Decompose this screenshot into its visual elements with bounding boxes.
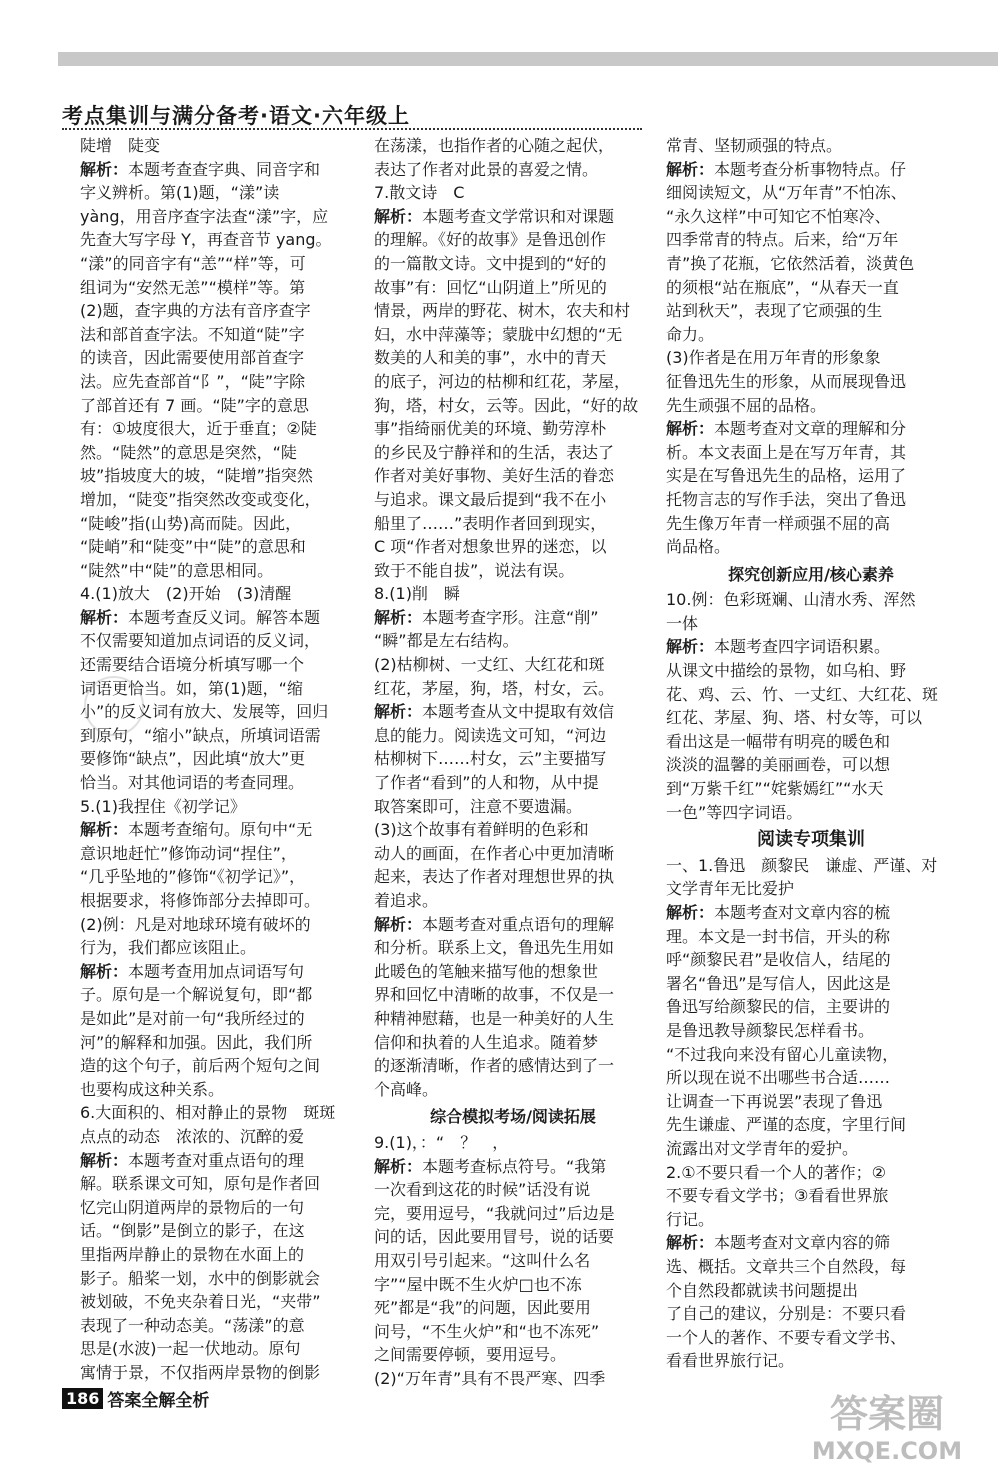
text-line: 里指两岸静止的景物在水面上的 [80, 1244, 305, 1264]
text-line: 托物言志的写作手法，突出了鲁迅 [666, 489, 907, 509]
text-line: (2)“万年青”具有不畏严寒、四季 [374, 1368, 606, 1388]
text-line: 动人的画面，在作者心中更加清晰 [374, 843, 615, 863]
text-line: 解析：本题考查从文中提取有效信 [374, 702, 615, 722]
text-line: 理。本文是一封书信，开头的称 [666, 926, 891, 946]
text-line: 了作者“看到”的人和物，从中提 [374, 773, 599, 793]
text-line: 流露出对文学青年的爱护。 [666, 1138, 859, 1158]
text-line: 问的话，因此要用冒号，说的话要 [374, 1227, 615, 1247]
page-header: 考点集训与满分备考·语文·六年级上 [62, 104, 410, 128]
text-line: 解析：本题考查查字典、同音字和 [80, 159, 321, 179]
analysis-label: 解析： [80, 820, 129, 840]
text-line: 的底子，河边的枯柳和红花，茅屋， [374, 371, 631, 391]
text-line: 解。联系课文可知，原句是作者回 [80, 1174, 321, 1194]
analysis-label: 解析： [374, 914, 423, 934]
text-line: 解析：本题考查对文章内容的筛 [666, 1233, 891, 1253]
text-line: 表现了一种动态美。“荡漾”的意 [80, 1315, 305, 1335]
text-line: 解析：本题考查分析事物特点。仔 [666, 159, 907, 179]
text-line: 取答案即可，注意不要遗漏。 [374, 796, 583, 816]
text-line: 船里了……”表明作者回到现实， [374, 513, 607, 533]
text-line: 10.例：色彩斑斓、山清水秀、浑然 [666, 590, 916, 610]
text-line: “永久这样”中可知它不怕寒冷、 [666, 206, 891, 226]
analysis-label: 解析： [666, 903, 715, 922]
header-rule [62, 128, 642, 130]
text-line: 小”的反义词有放大、发展等，回归 [80, 702, 329, 722]
text-line: “陡峭”和“陡变”中“陡”的意思和 [80, 537, 306, 557]
watermark-text-2: MXQE.COM [811, 1437, 963, 1465]
text-line: (3)作者是在用万年青的形象象 [666, 348, 881, 368]
text-line: 被划破，不免夹杂着日光，“夹带” [80, 1292, 321, 1312]
text-line: 子。原句是一个解说复句，即“都 [80, 985, 313, 1005]
text-line: 致于不能自拔”，说法有误。 [374, 560, 575, 580]
text-line: 此暖色的笔触来描写他的想象世 [374, 961, 599, 981]
text-line: 解析：本题考查文学常识和对课题 [374, 206, 615, 226]
text-line: (2)例：凡是对地球环境有破坏的 [80, 914, 311, 934]
text-line: 坡”指坡度大的坡，“陡增”指突然 [80, 466, 313, 486]
text-line: 作者对美好事物、美好生活的眷恋 [374, 466, 615, 486]
text-line: 组词为“安然无恙”“模样”等。第 [80, 277, 306, 297]
text-line: 解析：本题考查对重点语句的理解 [374, 914, 615, 934]
watermark-text-1: 答案圈 [829, 1392, 945, 1436]
analysis-label: 解析： [666, 159, 715, 179]
text-line: 造的这个句子，前后两个短句之间 [80, 1056, 321, 1076]
text-line: 看出这是一幅带有明亮的暖色和 [666, 731, 891, 751]
text-line: 然。“陡然”的意思是突然，“陡 [80, 442, 297, 462]
text-line: 完，要用逗号，“我就问过”后边是 [374, 1203, 615, 1223]
text-line: 的逐渐清晰，作者的感情达到了一 [374, 1056, 615, 1076]
text-line: 2.①不要只看一个人的著作；② [666, 1162, 886, 1182]
text-line: 信仰和执着的人生追求。随着梦 [374, 1032, 599, 1052]
text-line: 5.(1)我捏住《初学记》 [80, 796, 246, 816]
text-line: 所以现在说不出哪些书合适…… [666, 1068, 891, 1088]
text-line: 先生顽强不屈的品格。 [666, 395, 827, 415]
text-line: 的须根“站在瓶底”，“从春天一直 [666, 277, 899, 297]
text-line: 数美的人和美的事”，水中的青天 [374, 348, 607, 368]
text-line: 尚品格。 [666, 537, 731, 557]
section-title-comprehensive: 综合模拟考场/阅读拓展 [430, 1107, 596, 1127]
text-line: 妇，水中萍藻等；蒙胧中幻想的“无 [374, 324, 623, 344]
text-line: 青”换了花瓶，它依然活着，淡黄色 [666, 253, 915, 273]
analysis-label: 解析： [80, 1150, 129, 1170]
text-line: 让调查一下再说罢”表现了鲁迅 [666, 1091, 883, 1111]
text-line: 用双引号引起来。“这叫什么名 [374, 1250, 591, 1270]
page-footer [62, 1386, 209, 1410]
text-line: 忆完山阴道两岸的景物后的一句 [80, 1197, 305, 1217]
faint-stamp [84, 676, 144, 736]
text-line: 息的能力。阅读选文可知，“河边 [374, 725, 607, 745]
text-line: 事”指绮丽优美的环境、勤劳淳朴 [374, 419, 607, 439]
text-line: 情景，两岸的野花、树木，农夫和村 [374, 301, 631, 321]
text-line: 4.(1)放大 (2)开始 (3)清醒 [80, 584, 292, 604]
analysis-label: 解析： [374, 206, 423, 226]
analysis-label: 解析： [666, 419, 715, 439]
text-line: (2)题，查字典的方法有音序查字 [80, 301, 311, 321]
text-line: 先生像万年青一样顽强不屈的高 [666, 513, 891, 533]
text-line: 一色”等四字词语。 [666, 802, 803, 822]
text-line: 不要专看文学书；③看看世界旅 [666, 1186, 889, 1206]
text-line: 陡增 陡变 [80, 136, 161, 155]
text-line: 看看世界旅行记。 [666, 1351, 795, 1371]
text-line: 从课文中描绘的景物，如乌桕、野 [666, 661, 907, 681]
text-line: 影子。船桨一划，水中的倒影就会 [80, 1268, 321, 1288]
text-line: 个高峰。 [374, 1079, 439, 1099]
analysis-label: 解析： [374, 1156, 423, 1176]
text-line: 是如此”是对前一句“我所经过的 [80, 1008, 305, 1028]
text-line: 解析：本题考查反义词。解答本题 [80, 607, 321, 627]
text-line: 是鲁迅教导颜黎民怎样看书。 [666, 1020, 875, 1040]
text-line: 解析：本题考查对重点语句的理 [80, 1150, 305, 1170]
section-title-reading: 阅读专项集训 [757, 829, 865, 851]
text-line: 解析：本题考查缩句。原句中“无 [80, 820, 313, 840]
text-line: yàng，用音序查字法查“漾”字，应 [80, 206, 329, 226]
text-line: 的理解。《好的故事》是鲁迅创作 [374, 230, 607, 250]
text-line: 选、概括。文章共三个自然段，每 [666, 1256, 907, 1276]
text-line: 红花、茅屋、狗、塔、村女等，可以 [666, 708, 923, 728]
watermark-logo [782, 1387, 992, 1465]
section-title-innovation: 探究创新应用/核心素养 [728, 564, 894, 584]
text-line: 点点的动态 浓浓的、沉醉的爱 [80, 1126, 305, 1146]
text-line: 法和部首查字法。不知道“陡”字 [80, 324, 305, 344]
column-left [80, 134, 370, 1384]
text-line: 6.大面积的、相对静止的景物 斑斑 [80, 1103, 336, 1123]
footer-label: 答案全解全析 [107, 1390, 210, 1411]
text-line: 河”的解释和加强。因此，我们所 [80, 1032, 313, 1052]
text-line: 字义辨析。第(1)题，“漾”读 [80, 183, 280, 203]
analysis-label: 解析： [80, 961, 129, 981]
text-line: 淡淡的温馨的美丽画卷，可以想 [666, 755, 891, 775]
text-line: 8.(1)削 瞬 [374, 584, 460, 604]
text-line: “陡然”中“陡”的意思相同。 [80, 560, 274, 580]
text-line: 四季常青的特点。后来，给“万年 [666, 230, 899, 250]
text-line: 狗，塔，村女，云等。因此，“好的故 [374, 395, 639, 415]
text-line: 到“万紫千红”“姹紫嫣红”“水天 [666, 779, 884, 799]
text-line: 故事”有：回忆“山阴道上”所见的 [374, 277, 607, 297]
text-line: 要修饰“缺点”，因此填“放大”更 [80, 749, 306, 769]
text-line: 征鲁迅先生的形象，从而展现鲁迅 [666, 371, 907, 391]
text-line: 解析：本题考查标点符号。“我第 [374, 1156, 607, 1176]
text-line: “瞬”都是左右结构。 [374, 631, 519, 651]
text-line: 寓情于景，不仅指两岸景物的倒影 [80, 1362, 321, 1382]
analysis-label: 解析： [80, 159, 129, 179]
text-line: 解析：本题考查用加点词语写句 [80, 961, 305, 981]
text-line: 种精神慰藉，也是一种美好的人生 [374, 1008, 615, 1028]
text-line: 行为，我们都应该阻止。 [80, 938, 257, 958]
text-line: 着追求。 [374, 891, 439, 910]
column-middle [374, 134, 652, 1390]
text-line: 根据要求，将修饰部分去掉即可。 [80, 891, 321, 910]
text-line: C 项“作者对想象世界的迷恋，以 [374, 537, 607, 557]
analysis-label: 解析： [374, 607, 423, 627]
text-line: 实是在写鲁迅先生的品格，运用了 [666, 466, 907, 486]
text-line: 一体 [666, 613, 699, 633]
text-line: 文学青年无比爱护 [666, 879, 795, 899]
text-line: 细阅读短文，从“万年青”不怕冻、 [666, 183, 907, 203]
text-line: 字”“屋中既不生火炉□也不冻 [374, 1274, 582, 1294]
text-line: 花、鸡、云、竹、一丈红、大红花、斑 [666, 684, 939, 704]
text-line: 之间需要停顿，要用逗号。 [374, 1345, 567, 1365]
text-line: 思是(水波)一起一伏地动。原句 [80, 1339, 301, 1359]
text-line: 行记。 [666, 1209, 715, 1229]
analysis-label: 解析： [666, 1233, 715, 1253]
text-line: 的读音，因此需要使用部首查字 [80, 348, 305, 368]
text-line: “不过我向来没有留心儿童读物， [666, 1044, 899, 1064]
text-line: 一、1.鲁迅 颜黎民 谦虚、严谨、对 [666, 855, 938, 875]
text-line: 命力。 [666, 324, 715, 344]
text-line: “漾”的同音字有“恙”“样”等，可 [80, 253, 306, 273]
analysis-label: 解析： [374, 702, 423, 722]
text-line: 9.(1)，：“ ？ ， [374, 1132, 509, 1152]
text-line: 站到秋天”，表现了它顽强的生 [666, 301, 883, 321]
text-line: 还需要结合语境分析填写哪一个 [80, 655, 305, 675]
text-line: (3)这个故事有着鲜明的色彩和 [374, 820, 589, 840]
text-line: 增加，“陡变”指突然改变或变化， [80, 489, 321, 509]
text-line: 有：①坡度很大，近于垂直；②陡 [80, 419, 317, 439]
text-line: 了自己的建议，分别是：不要只看 [666, 1304, 907, 1324]
text-line: 7.散文诗 C [374, 183, 465, 203]
analysis-label: 解析： [666, 637, 715, 657]
text-line: 解析：本题考查四字词语积累。 [666, 637, 891, 657]
text-line: 常青、坚韧顽强的特点。 [666, 136, 843, 155]
text-line: 析。本文表面上是在写万年青，其 [666, 442, 907, 462]
text-line: 个自然段都就读书问题提出 [666, 1280, 859, 1300]
text-line: 意识地赶忙”修饰动词“捏住”， [80, 843, 297, 863]
text-line: 的一篇散文诗。文中提到的“好的 [374, 253, 607, 273]
top-gray-bar [58, 52, 998, 66]
text-line: 和分析。联系上文，鲁迅先生用如 [374, 938, 615, 958]
text-line: “几乎坠地的”修饰“《初学记》”， [80, 867, 306, 887]
text-line: 枯柳树下……村女，云”主要描写 [374, 749, 607, 769]
text-line: “陡峻”指(山势)高而陡。因此， [80, 513, 302, 533]
text-line: 表达了作者对此景的喜爱之情。 [374, 159, 599, 179]
text-line: 话。“倒影”是倒立的影子，在这 [80, 1221, 305, 1241]
text-line: 解析：本题考查对文章的理解和分 [666, 419, 907, 439]
text-line: 一个人的著作、不要专看文学书、 [666, 1327, 907, 1347]
text-line: 也要构成这种关系。 [80, 1079, 225, 1099]
text-line: 不仅需要知道加点词语的反义词， [80, 631, 321, 651]
text-line: 先查大写字母 Y，再查音节 yang。 [80, 230, 332, 250]
text-line: 解析：本题考查字形。注意“削” [374, 607, 599, 627]
text-line: 先生谦虚、严谨的态度，字里行间 [666, 1115, 907, 1135]
text-line: 了部首还有 7 画。“陡”字的意思 [80, 395, 309, 415]
text-line: 与追求。课文最后提到“我不在小 [374, 489, 607, 509]
text-line: 解析：本题考查对文章内容的梳 [666, 903, 891, 922]
text-line: 恰当。对其他词语的考查同理。 [80, 773, 305, 793]
column-right [666, 134, 956, 1373]
text-line: 死”都是“我”的问题，因此要用 [374, 1298, 591, 1318]
text-line: 鲁迅写给颜黎民的信，主要讲的 [666, 997, 891, 1017]
text-line: 词语更恰当。如，第(1)题，“缩 [80, 678, 303, 698]
text-line: 呼“颜黎民君”是收信人，结尾的 [666, 950, 891, 970]
text-line: (2)枯柳树、一丈红、大红花和斑 [374, 655, 605, 675]
text-line: 起来，表达了作者对理想世界的执 [374, 867, 615, 887]
text-line: 红花，茅屋，狗，塔，村女，云。 [374, 678, 615, 698]
text-line: 到原句，“缩小”缺点，所填词语需 [80, 725, 321, 745]
page-number: 186 [62, 1388, 103, 1409]
text-line: 界和回忆中清晰的故事，不仅是一 [374, 985, 615, 1005]
text-line: 法。应先查部首“阝”，“陡”字除 [80, 371, 306, 391]
text-line: 署名“鲁迅”是写信人，因此这是 [666, 973, 891, 993]
text-line: 在荡漾，也指作者的心随之起伏， [374, 136, 615, 155]
analysis-label: 解析： [80, 607, 129, 627]
text-line: 一次看到这花的时候”话没有说 [374, 1180, 591, 1200]
text-line: 的乡民及宁静祥和的生活，表达了 [374, 442, 615, 462]
text-line: 问号，“不生火炉”和“也不冻死” [374, 1321, 600, 1341]
